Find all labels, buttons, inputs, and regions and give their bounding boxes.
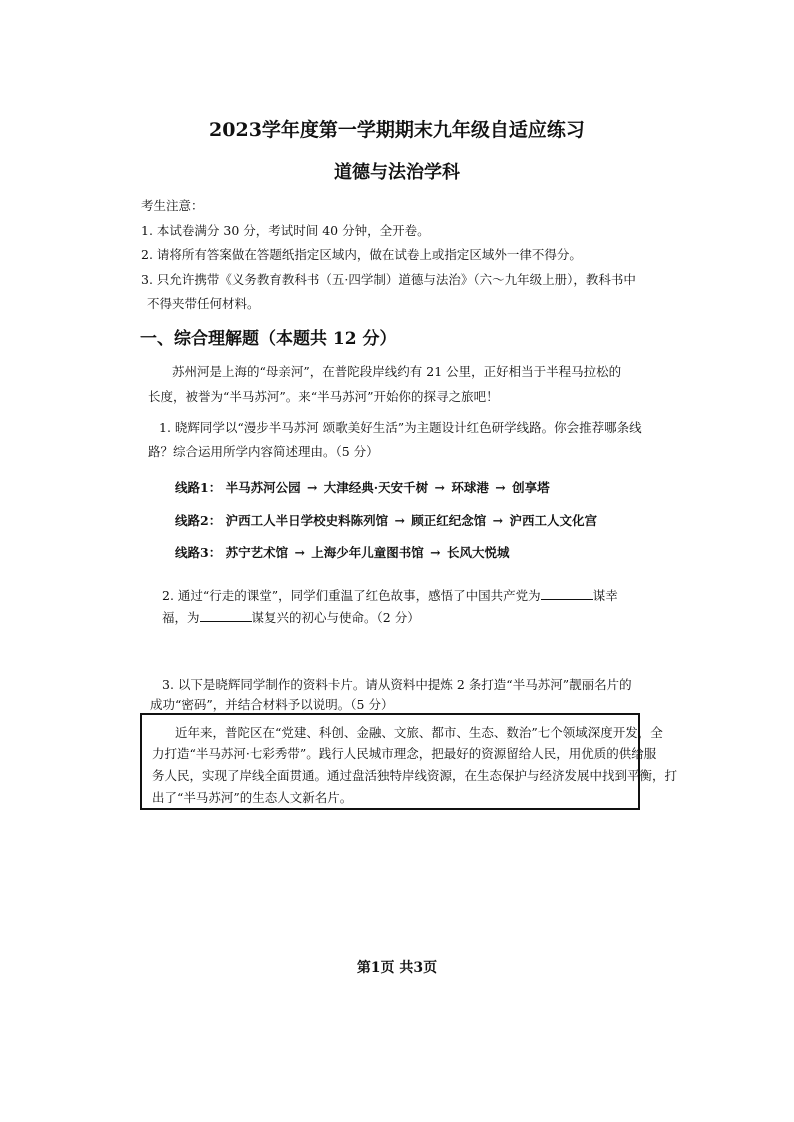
route-stop: 上海少年儿童图书馆 [311, 545, 424, 560]
notice-item-3-line2: 不得夹带任何材料。 [147, 296, 260, 311]
answer-blank-2[interactable] [200, 609, 252, 622]
material-card [140, 713, 678, 810]
notice-item-3-line1: 3. 只允许携带《义务教育教科书（五·四学制）道德与法治》（六～九年级上册），教科书中 [141, 272, 636, 287]
notice-item-2: 2. 请将所有答案做在答题纸指定区域内，做在试卷上或指定区域外一律不得分。 [141, 247, 582, 262]
answer-blank-1[interactable] [541, 587, 593, 600]
route-stop: 长风大悦城 [447, 545, 510, 560]
intro-line-2: 长度，被誉为“半马苏河”。来“半马苏河”开始你的探寻之旅吧！ [148, 389, 499, 404]
question-3-line2: 成功“密码”，并结合材料予以说明。（5 分） [150, 697, 394, 712]
material-line-3: 务人民，实现了岸线全面贯通。通过盘活独特岸线资源，在生态保护与经济发展中找到平衡，打 [152, 768, 678, 783]
route-3-label: 线路3： [175, 545, 222, 560]
exam-title: 2023学年度第一学期期末九年级自适应练习 [209, 119, 585, 141]
arrow-icon: → [306, 480, 318, 495]
question-2-line1 [162, 586, 618, 604]
subject-title: 道德与法治学科 [334, 162, 460, 183]
route-2 [175, 511, 597, 529]
route-3 [175, 543, 510, 561]
route-stop: 苏宁艺术馆 [225, 545, 289, 560]
notice-item-1: 1. 本试卷满分 30 分，考试时间 40 分钟，全开卷。 [141, 223, 430, 238]
question-2-text-b: 谋幸 [592, 588, 618, 603]
arrow-icon: → [434, 480, 445, 495]
material-line-1: 近年来，普陀区在“党建、科创、金融、文旅、都市、生态、数治”七个领域深度开发，全 [175, 725, 663, 740]
question-3-line1: 3. 以下是晓辉同学制作的资料卡片。请从资料中提炼 2 条打造“半马苏河”靓丽名片的 [162, 677, 632, 692]
route-stop: 沪西工人文化宫 [509, 513, 598, 528]
route-stop: 沪西工人半日学校史料陈列馆 [225, 513, 389, 528]
route-stop: 顾正红纪念馆 [411, 513, 487, 528]
material-line-2: 力打造“半马苏河·七彩秀带”。践行人民城市理念，把最好的资源留给人民，用优质的供给服 [152, 746, 657, 761]
arrow-icon: → [492, 513, 504, 528]
question-2-line2 [162, 608, 420, 626]
material-line-4: 出了“半马苏河”的生态人文新名片。 [152, 790, 353, 805]
arrow-icon: → [294, 545, 305, 560]
question-2-text-c: 福，为 [162, 610, 200, 625]
arrow-icon: → [430, 545, 441, 560]
route-stop: 大津经典·天安千树 [323, 480, 429, 495]
route-1 [175, 478, 550, 496]
page-number: 第1页 共3页 [356, 960, 438, 976]
question-1-line1: 1. 晓辉同学以“漫步半马苏河 颂歌美好生活”为主题设计红色研学线路。你会推荐哪条线 [159, 420, 642, 435]
route-1-label: 线路1： [175, 480, 222, 495]
question-1-line2: 路？综合运用所学内容简述理由。（5 分） [148, 444, 379, 459]
notice-heading: 考生注意： [141, 198, 204, 213]
route-stop: 创享塔 [512, 480, 550, 495]
route-stop: 环球港 [451, 480, 489, 495]
intro-line-1: 苏州河是上海的“母亲河”，在普陀段岸线约有 21 公里，正好相当于半程马拉松的 [172, 364, 622, 379]
route-stop: 半马苏河公园 [225, 480, 301, 495]
route-2-label: 线路2： [175, 513, 222, 528]
question-2-text-a: 2. 通过“行走的课堂”，同学们重温了红色故事，感悟了中国共产党为 [162, 588, 541, 603]
section-heading: 一、综合理解题（本题共 12 分） [140, 329, 397, 349]
arrow-icon: → [394, 513, 405, 528]
arrow-icon: → [495, 480, 506, 495]
question-2-text-d: 谋复兴的初心与使命。（2 分） [251, 610, 420, 625]
